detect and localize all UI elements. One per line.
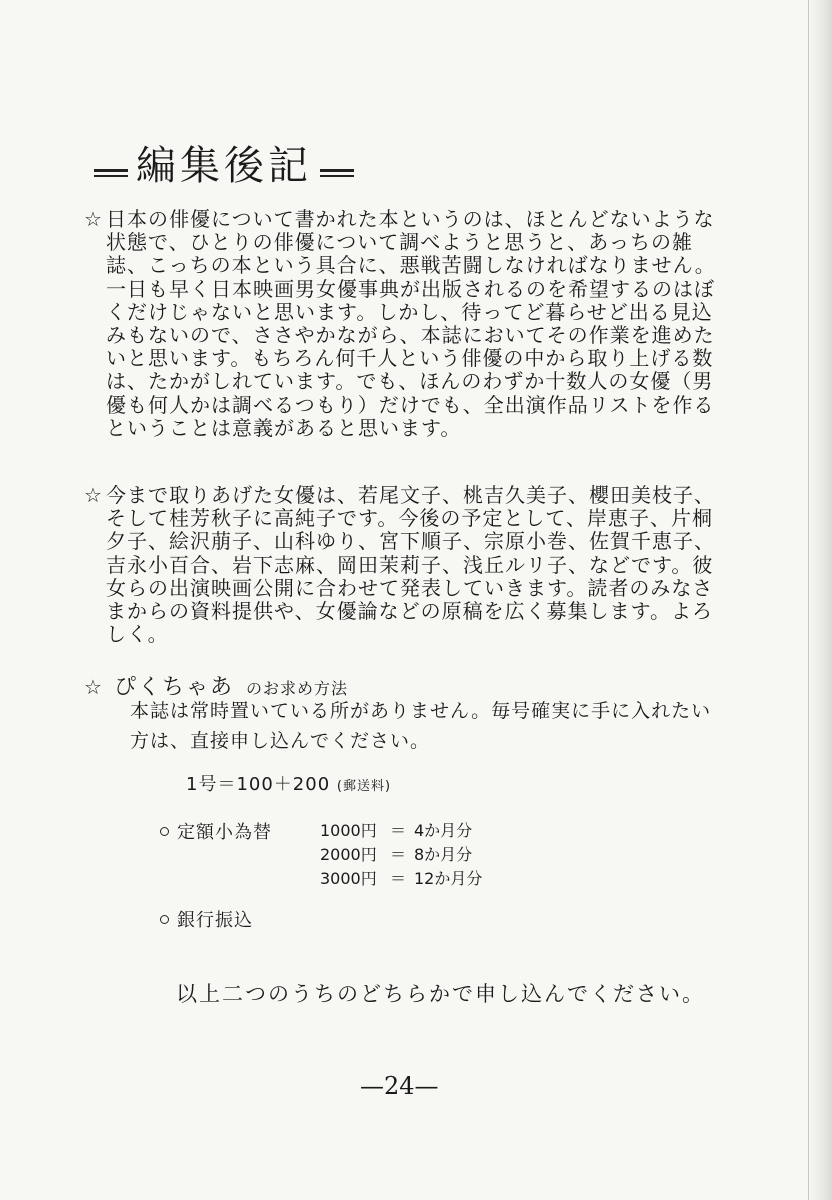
- page-edge-line: [808, 0, 809, 1200]
- option-bank-transfer: [160, 906, 253, 932]
- rate-amount: 2000円: [320, 845, 377, 864]
- bullet-circle-icon: [160, 827, 169, 836]
- rate-amount: 1000円: [320, 821, 377, 840]
- option-postal-order: [160, 818, 272, 844]
- rate-equals: ＝: [390, 869, 407, 888]
- order-text: 本誌は常時置いている所がありません。毎号確実に手に入れたい方は、直接申し込んでください。: [130, 700, 712, 752]
- price-text: 1号＝100＋200: [186, 774, 331, 795]
- price-note: (郵送料): [336, 779, 392, 794]
- star-icon: ☆: [84, 207, 103, 231]
- page-title: 編集後記: [136, 142, 312, 189]
- star-icon: ☆: [84, 675, 102, 699]
- rate-row: [320, 818, 494, 842]
- star-icon: ☆: [84, 483, 103, 507]
- paragraph-1: [84, 208, 724, 440]
- page-edge: [808, 0, 832, 1200]
- magazine-name: ぴくちゃあ: [113, 675, 234, 700]
- paragraph-1-text: 日本の俳優について書かれた本というのは、ほとんどないような状態で、ひとりの俳優について調べようと思うと、あっちの雑誌、こっちの本という具合に、悪戦苦闘しなければなりません。一日も早く日本映画男女優事典が出版されるのを希望するのはぼくだけじゃないと思います。しかし、待ってど暮らせど出る見込みもないので、ささやかながら、本誌においてその作業を進めたいと思います。もちろん何千人という俳優の中から取り上げる数は、たかがしれています。でも、ほんのわずか十数人の女優（男優も何人かは調べるつもり）だけでも、全出演作品リストを作るということは意義があると思います。: [106, 207, 716, 440]
- rate-period: 12か月分: [414, 869, 483, 888]
- title-row: [86, 132, 362, 192]
- bullet-circle-icon: [160, 915, 169, 924]
- option-postal-order-label: 定額小為替: [177, 822, 272, 843]
- title-dash-right: [320, 169, 354, 172]
- rates-list: [320, 818, 494, 890]
- option-bank-transfer-label: 銀行振込: [177, 910, 253, 931]
- rate-row: [320, 842, 494, 866]
- rate-period: 4か月分: [414, 821, 473, 840]
- paragraph-2-text: 今まで取りあげた女優は、若尾文子、桃吉久美子、櫻田美枝子、そして桂芳秋子に高純子です。今後の予定として、岸恵子、片桐夕子、絵沢萠子、山科ゆり、宮下順子、宗原小巻、佐賀千恵子、吉永小百合、岩下志麻、岡田茉莉子、浅丘ルリ子、などです。彼女らの出演映画公開に合わせて発表していきます。読者のみなさまからの資料提供や、女優論などの原稿を広く募集します。よろしく。: [106, 483, 715, 647]
- price-line: [186, 770, 391, 796]
- rate-amount: 3000円: [320, 869, 377, 888]
- order-subheading: のお求め方法: [245, 679, 348, 698]
- page-number: —24—: [360, 1072, 439, 1100]
- title-dash-left: [94, 169, 128, 172]
- rate-equals: ＝: [390, 845, 407, 864]
- rate-equals: ＝: [390, 821, 407, 840]
- closing-text: 以上二つのうちのどちらかで申し込んでください。: [176, 982, 705, 1006]
- rate-row: [320, 866, 494, 890]
- paragraph-2: [84, 484, 724, 646]
- rate-period: 8か月分: [414, 845, 473, 864]
